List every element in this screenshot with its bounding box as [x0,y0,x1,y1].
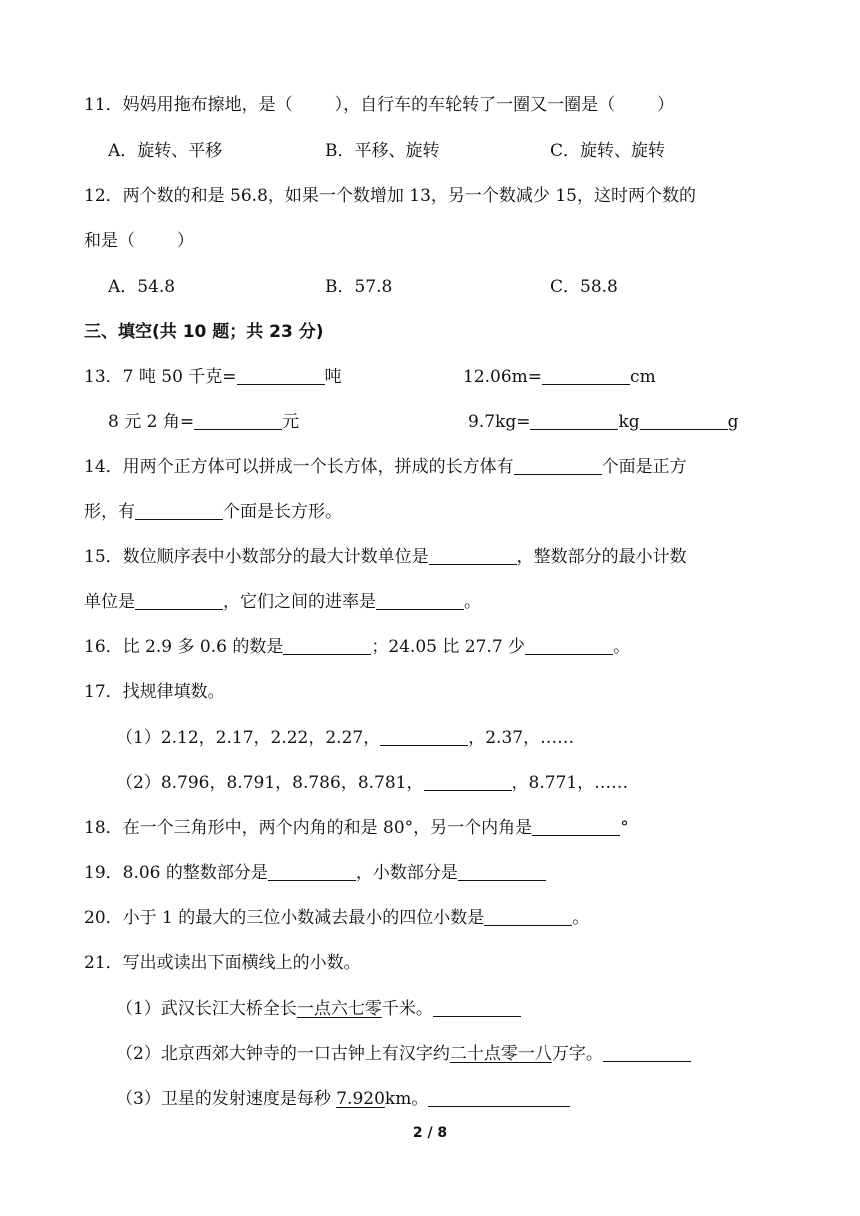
question-text: ） [177,231,194,251]
question-number: 12． [84,186,123,206]
question-text: 千米。 [381,999,433,1019]
underlined-number: 一点六七零 [296,999,382,1019]
question-text: 写出或读出下面横线上的小数。 [122,953,361,973]
answer-blank[interactable] [530,411,618,430]
question-21-sub2 [116,1042,860,1066]
option-a[interactable]: A．旋转、平移 [108,141,223,161]
answer-blank[interactable] [283,636,371,655]
question-16 [84,635,860,659]
option-c[interactable]: C．58.8 [550,277,618,297]
question-text: 9.7kg= [468,412,531,432]
question-15 [84,545,860,569]
question-number: 18． [84,818,123,838]
question-14-cont [84,500,860,524]
question-text: 个面是长方形。 [223,502,342,522]
answer-blank[interactable] [135,591,223,610]
question-number: 16． [84,637,123,657]
answer-blank[interactable] [484,907,572,926]
answer-blank[interactable] [424,772,512,791]
question-text: 个面是正方 [601,457,687,477]
question-text: 数位顺序表中小数部分的最大计数单位是 [122,547,429,567]
question-17-sub1 [116,726,860,750]
answer-blank[interactable] [603,1043,691,1062]
question-text: （2）北京西郊大钟寺的一口古钟上有汉字约 [116,1044,450,1064]
option-b[interactable]: B．平移、旋转 [325,141,440,161]
question-text: 万字。 [551,1044,603,1064]
question-number: 19． [84,863,123,883]
unit-label: kg [618,412,640,432]
option-c[interactable]: C．旋转、旋转 [550,141,666,161]
question-text: 12.06m= [463,367,543,387]
answer-blank[interactable] [542,366,630,385]
question-12 [84,184,860,208]
answer-blank[interactable] [532,817,620,836]
question-text: ；24.05 比 27.7 少 [371,637,526,657]
question-17 [84,680,860,704]
option-a[interactable]: A．54.8 [108,277,176,297]
page-number: 2 / 8 [412,1125,448,1141]
question-text: 。 [464,592,481,612]
question-text: 比 2.9 多 0.6 的数是 [122,637,284,657]
question-text: 7 吨 50 千克= [122,367,237,387]
answer-blank[interactable] [237,366,325,385]
question-text: （1）武汉长江大桥全长 [116,999,297,1019]
answer-blank[interactable] [525,636,613,655]
question-17-sub2 [116,771,860,795]
question-text: ，整数部分的最小计数 [516,547,687,567]
question-text: 和是（ [84,231,135,251]
question-text: （2）8.796，8.791，8.786，8.781， [116,773,424,793]
question-20 [84,906,860,930]
question-text: ，小数部分是 [355,863,458,883]
question-21-sub3 [116,1087,860,1111]
answer-blank[interactable] [514,456,602,475]
question-text: ，它们之间的进率是 [223,592,376,612]
question-number: 13． [84,367,123,387]
question-11 [84,93,860,117]
answer-blank[interactable] [268,862,356,881]
question-19 [84,861,860,885]
question-text: （1）2.12，2.17，2.22，2.27， [116,728,381,748]
question-text: 在一个三角形中，两个内角的和是 80°，另一个内角是 [122,818,533,838]
question-number: 20． [84,908,123,928]
question-15-cont [84,590,860,614]
question-text: 单位是 [84,592,135,612]
answer-blank[interactable] [135,501,223,520]
question-text: （3）卫星的发射速度是每秒 [116,1089,337,1109]
unit-label: 吨 [324,367,342,387]
question-text: ，2.37，…… [468,728,575,748]
question-text: 8 元 2 角= [108,412,195,432]
answer-blank[interactable] [194,411,282,430]
question-text: 妈妈用拖布擦地，是（ [122,95,293,115]
question-21-sub1 [116,997,860,1021]
answer-blank[interactable] [376,591,464,610]
question-text: ° [620,818,629,838]
question-number: 17． [84,682,123,702]
question-number: 15． [84,547,123,567]
question-number: 11． [84,95,123,115]
answer-blank[interactable] [380,727,468,746]
answer-blank[interactable] [429,546,517,565]
answer-blank[interactable] [640,411,728,430]
question-21 [84,951,860,975]
question-text: ），自行车的车轮转了一圈又一圈是（ [334,95,616,115]
question-text: 形，有 [84,502,135,522]
question-text: ，8.771，…… [511,773,629,793]
question-text: 。 [613,637,631,657]
question-text: 小于 1 的最大的三位小数减去最小的四位小数是 [122,908,485,928]
question-number: 14． [84,457,123,477]
question-text: 。 [572,908,590,928]
unit-label: cm [630,367,656,387]
question-14 [84,455,860,479]
question-18 [84,816,860,840]
question-text: km。 [384,1089,429,1109]
question-text: 8.06 的整数部分是 [122,863,268,883]
question-text: 两个数的和是 56.8，如果一个数增加 13，另一个数减少 15，这时两个数的 [122,186,696,206]
answer-blank[interactable] [428,1088,570,1107]
unit-label: 元 [282,412,300,432]
answer-blank[interactable] [433,998,521,1017]
question-text: ） [657,95,675,115]
question-12-cont [84,229,860,253]
section-title: 三、填空(共 10 题；共 23 分) [84,322,324,342]
unit-label: g [727,412,739,432]
answer-blank[interactable] [458,862,546,881]
question-text: 找规律填数。 [122,682,225,702]
underlined-number: 7.920 [336,1089,385,1109]
question-text: 用两个正方体可以拼成一个长方体，拼成的长方体有 [122,457,514,477]
question-number: 21． [84,953,123,973]
underlined-number: 二十点零一八 [449,1044,552,1064]
option-b[interactable]: B．57.8 [325,277,393,297]
